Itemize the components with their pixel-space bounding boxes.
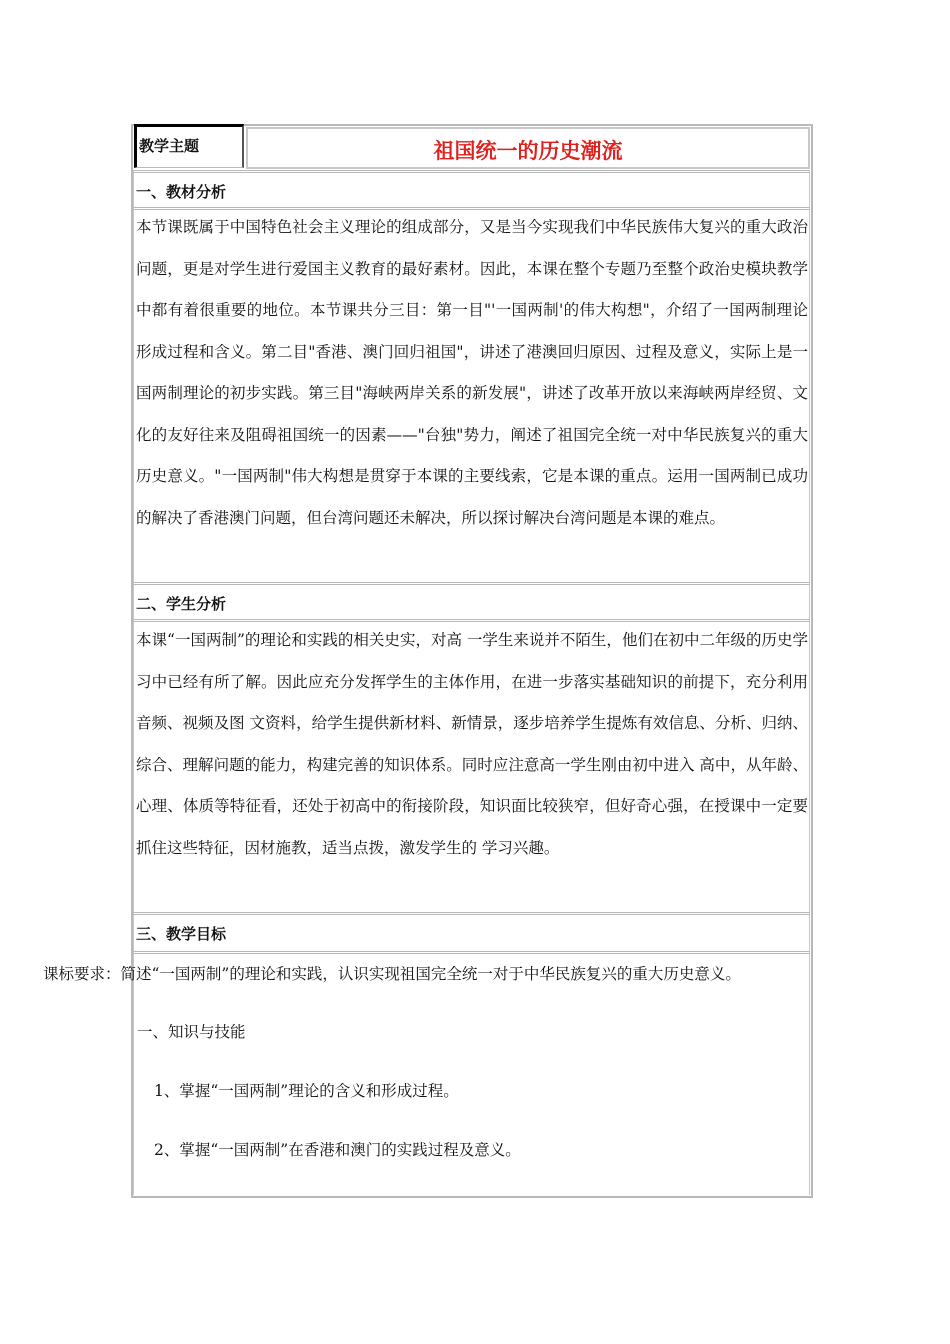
- topic-label-cell: [134, 124, 244, 168]
- section-heading: 三、教学目标: [136, 925, 227, 943]
- topic-title-cell: [246, 127, 810, 169]
- curriculum-standard: 课标要求：简述“一国两制”的理论和实践，认识实现祖国完全统一对于中华民族复兴的重大历史意义。: [43, 965, 741, 983]
- section-body-student-analysis: 本课“一国两制”的理论和实践的相关史实，对高 一学生来说并不陌生，他们在初中二年级的历史学习中已经有所了解。因此应充分发挥学生的主体作用，在进一步落实基础知识的前提下，充分利用音频、视频及图 文资料，给学生提供新材料、新情景，逐步培养学生提炼有效信息、分析、归纳、综合、理解问题的能力，构建完善的知识体系。同时应注意高一学生刚由初中进入 高中，从年龄、心理、体质等特征看，还处于初高中的衔接阶段，知识面比较狭窄，但好奇心强，在授课中一定要抓住这些特征，因材施教，适当点拨，激发学生的 学习兴趣。: [136, 631, 808, 857]
- topic-title: 祖国统一的历史潮流: [433, 139, 623, 163]
- objectives-subheading: 一、知识与技能: [137, 1023, 246, 1041]
- section-header-teaching-goals: [133, 912, 810, 954]
- objective-item: 1、掌握“一国两制”理论的含义和形成过程。: [154, 1082, 459, 1100]
- topic-label: 教学主题: [139, 137, 200, 155]
- objective-item: 2、掌握“一国两制”在香港和澳门的实践过程及意义。: [154, 1141, 521, 1159]
- table-left-border: [133, 170, 134, 1195]
- section-body-textbook-analysis: 本节课既属于中国特色社会主义理论的组成部分，又是当今实现我们中华民族伟大复兴的重大政治问题，更是对学生进行爱国主义教育的最好素材。因此，本课在整个专题乃至整个政治史模块教学中都有着很重要的地位。本节课共分三目：第一目"'一国两制'的伟大构想"，介绍了一国两制理论形成过程和含义。第二目"香港、澳门回归祖国"，讲述了港澳回归原因、过程及意义，实际上是一国两制理论的初步实践。第三目"海峡两岸关系的新发展"，讲述了改革开放以来海峡两岸经贸、文化的友好往来及阻碍祖国统一的因素——"台独"势力，阐述了祖国完全统一对中华民族复兴的重大历史意义。"一国两制"伟大构想是贯穿于本课的主要线索，它是本课的重点。运用一国两制已成功的解决了香港澳门问题，但台湾问题还未解决，所以探讨解决台湾问题是本课的难点。: [136, 218, 808, 527]
- section-header-textbook-analysis: [133, 170, 810, 210]
- section-header-student-analysis: [133, 582, 810, 622]
- section-heading: 二、学生分析: [136, 595, 227, 613]
- table-right-border: [809, 170, 810, 1195]
- section-heading: 一、教材分析: [136, 183, 227, 201]
